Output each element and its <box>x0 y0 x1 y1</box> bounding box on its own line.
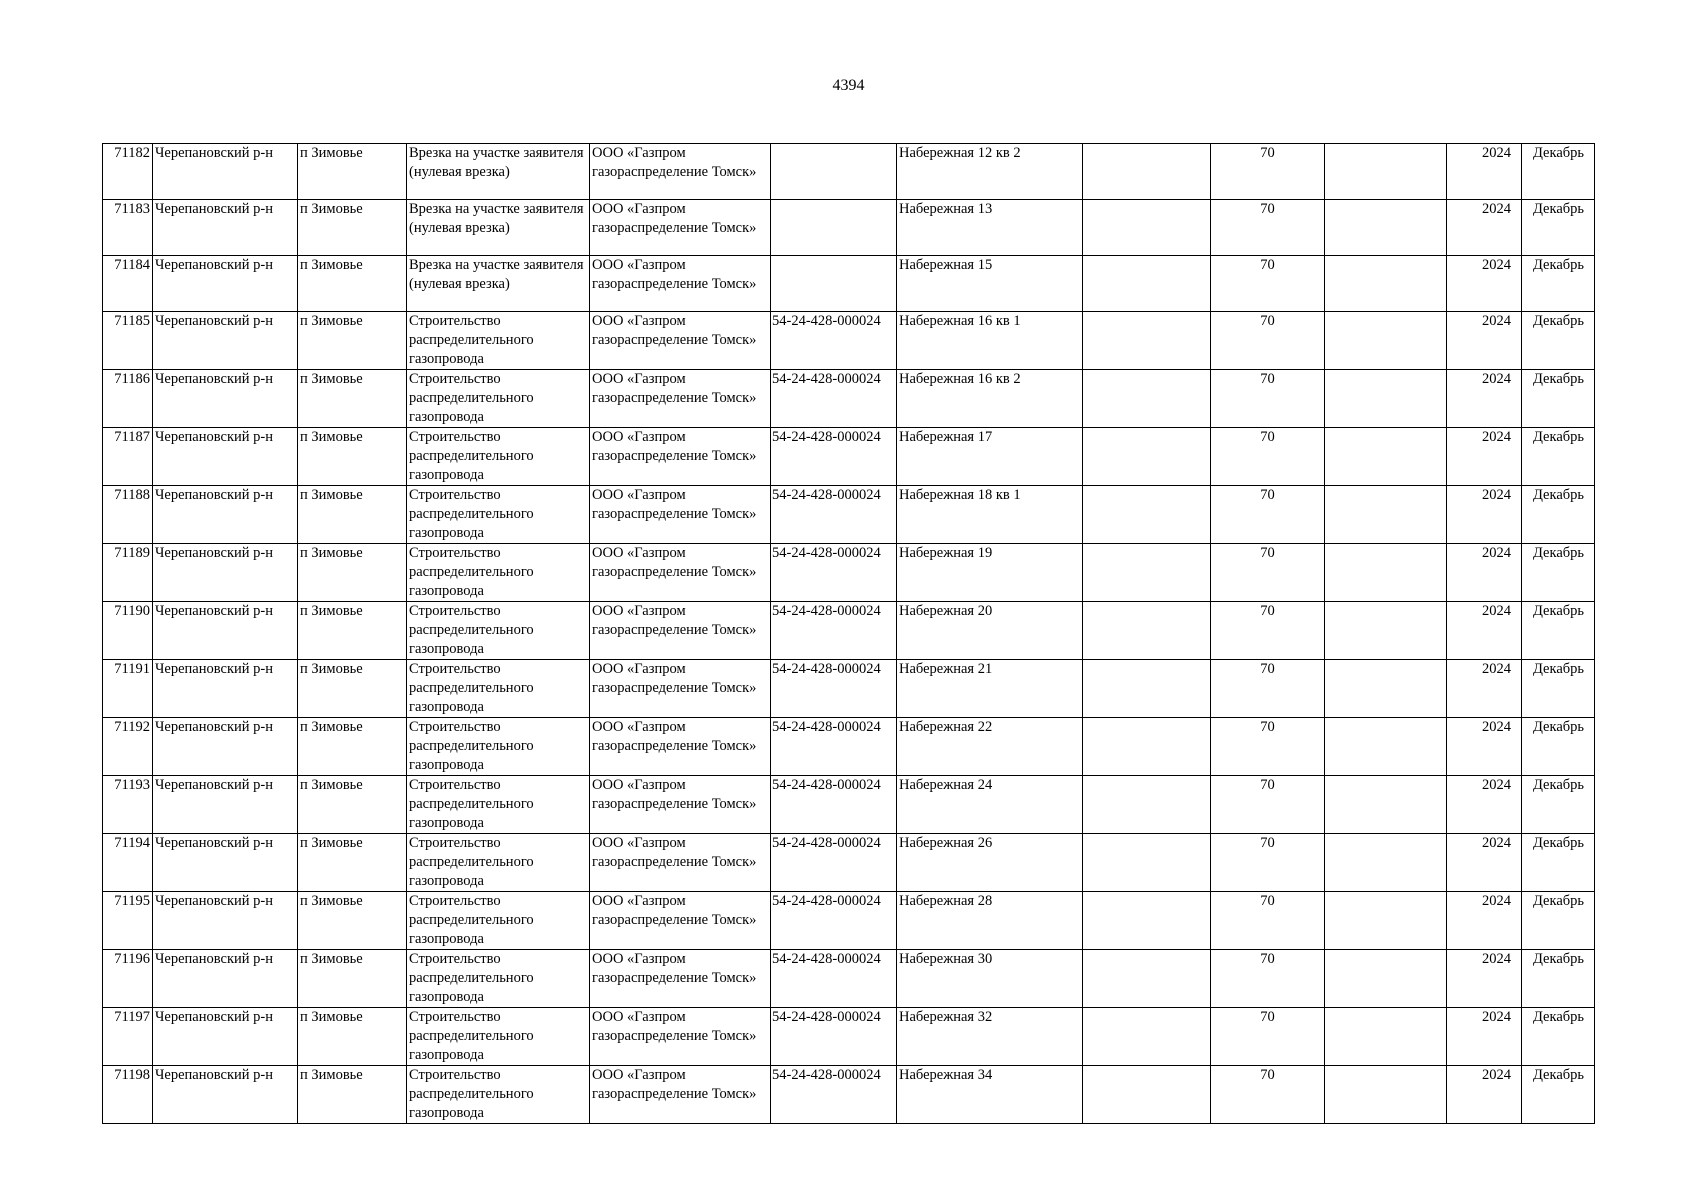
cell-empty <box>1325 370 1447 428</box>
table-row <box>103 256 1595 312</box>
cell-district: Черепановский р-н <box>153 200 298 256</box>
cell-work-type: Строительство распределительного газопровода <box>407 1008 590 1066</box>
cell-id: 71197 <box>103 1008 153 1066</box>
cell-empty <box>1083 892 1211 950</box>
cell-organization: ООО «Газпром газораспределение Томск» <box>590 950 771 1008</box>
cell-address: Набережная 16 кв 2 <box>897 370 1083 428</box>
cell-address: Набережная 21 <box>897 660 1083 718</box>
cell-year: 2024 <box>1447 718 1522 776</box>
cell-month: Декабрь <box>1522 144 1595 200</box>
cell-month: Декабрь <box>1522 834 1595 892</box>
cell-organization: ООО «Газпром газораспределение Томск» <box>590 1008 771 1066</box>
cell-address: Набережная 22 <box>897 718 1083 776</box>
cell-organization: ООО «Газпром газораспределение Томск» <box>590 370 771 428</box>
cell-district: Черепановский р-н <box>153 718 298 776</box>
cell-empty <box>1325 892 1447 950</box>
table-row <box>103 602 1595 660</box>
cell-district: Черепановский р-н <box>153 370 298 428</box>
cell-empty <box>1083 144 1211 200</box>
cell-year: 2024 <box>1447 144 1522 200</box>
cell-cadastral: 54-24-428-000024 <box>771 950 897 1008</box>
table-row <box>103 144 1595 200</box>
cell-work-type: Строительство распределительного газопровода <box>407 370 590 428</box>
table-row <box>103 718 1595 776</box>
cell-locality: п Зимовье <box>298 200 407 256</box>
cell-cadastral: 54-24-428-000024 <box>771 312 897 370</box>
cell-empty <box>1325 718 1447 776</box>
cell-empty <box>1325 660 1447 718</box>
table-row <box>103 1008 1595 1066</box>
cell-address: Набережная 30 <box>897 950 1083 1008</box>
cell-district: Черепановский р-н <box>153 950 298 1008</box>
cell-value: 70 <box>1211 428 1325 486</box>
cell-address: Набережная 17 <box>897 428 1083 486</box>
cell-locality: п Зимовье <box>298 892 407 950</box>
table-row <box>103 776 1595 834</box>
cell-locality: п Зимовье <box>298 144 407 200</box>
cell-locality: п Зимовье <box>298 544 407 602</box>
cell-locality: п Зимовье <box>298 428 407 486</box>
cell-cadastral: 54-24-428-000024 <box>771 428 897 486</box>
cell-month: Декабрь <box>1522 776 1595 834</box>
cell-empty <box>1325 776 1447 834</box>
cell-value: 70 <box>1211 834 1325 892</box>
cell-empty <box>1083 370 1211 428</box>
cell-locality: п Зимовье <box>298 370 407 428</box>
cell-work-type: Строительство распределительного газопровода <box>407 718 590 776</box>
cell-organization: ООО «Газпром газораспределение Томск» <box>590 776 771 834</box>
cell-month: Декабрь <box>1522 486 1595 544</box>
cell-value: 70 <box>1211 602 1325 660</box>
cell-cadastral: 54-24-428-000024 <box>771 1008 897 1066</box>
cell-value: 70 <box>1211 892 1325 950</box>
cell-cadastral: 54-24-428-000024 <box>771 1066 897 1124</box>
cell-organization: ООО «Газпром газораспределение Томск» <box>590 256 771 312</box>
cell-empty <box>1083 312 1211 370</box>
cell-id: 71198 <box>103 1066 153 1124</box>
cell-month: Декабрь <box>1522 602 1595 660</box>
table-row <box>103 200 1595 256</box>
cell-work-type: Строительство распределительного газопровода <box>407 834 590 892</box>
cell-year: 2024 <box>1447 950 1522 1008</box>
cell-id: 71188 <box>103 486 153 544</box>
cell-cadastral: 54-24-428-000024 <box>771 544 897 602</box>
cell-address: Набережная 19 <box>897 544 1083 602</box>
cell-district: Черепановский р-н <box>153 776 298 834</box>
cell-work-type: Строительство распределительного газопровода <box>407 660 590 718</box>
cell-work-type: Строительство распределительного газопровода <box>407 892 590 950</box>
cell-year: 2024 <box>1447 1008 1522 1066</box>
cell-locality: п Зимовье <box>298 486 407 544</box>
cell-value: 70 <box>1211 1066 1325 1124</box>
cell-month: Декабрь <box>1522 1008 1595 1066</box>
cell-address: Набережная 26 <box>897 834 1083 892</box>
cell-empty <box>1325 144 1447 200</box>
cell-id: 71189 <box>103 544 153 602</box>
cell-month: Декабрь <box>1522 718 1595 776</box>
cell-empty <box>1083 718 1211 776</box>
table-row <box>103 486 1595 544</box>
cell-organization: ООО «Газпром газораспределение Томск» <box>590 428 771 486</box>
cell-address: Набережная 12 кв 2 <box>897 144 1083 200</box>
cell-locality: п Зимовье <box>298 312 407 370</box>
cell-district: Черепановский р-н <box>153 892 298 950</box>
cell-value: 70 <box>1211 256 1325 312</box>
cell-id: 71184 <box>103 256 153 312</box>
cell-locality: п Зимовье <box>298 834 407 892</box>
table-row <box>103 950 1595 1008</box>
page-number: 4394 <box>832 77 865 94</box>
table-row <box>103 370 1595 428</box>
cell-empty <box>1325 312 1447 370</box>
cell-district: Черепановский р-н <box>153 312 298 370</box>
cell-id: 71183 <box>103 200 153 256</box>
cell-month: Декабрь <box>1522 660 1595 718</box>
cell-cadastral <box>771 144 897 200</box>
cell-district: Черепановский р-н <box>153 428 298 486</box>
cell-year: 2024 <box>1447 602 1522 660</box>
cell-year: 2024 <box>1447 776 1522 834</box>
cell-organization: ООО «Газпром газораспределение Томск» <box>590 834 771 892</box>
cell-year: 2024 <box>1447 200 1522 256</box>
cell-district: Черепановский р-н <box>153 1066 298 1124</box>
table-row <box>103 312 1595 370</box>
cell-value: 70 <box>1211 776 1325 834</box>
cell-address: Набережная 24 <box>897 776 1083 834</box>
cell-locality: п Зимовье <box>298 718 407 776</box>
cell-organization: ООО «Газпром газораспределение Томск» <box>590 312 771 370</box>
cell-empty <box>1325 544 1447 602</box>
cell-value: 70 <box>1211 950 1325 1008</box>
cell-year: 2024 <box>1447 1066 1522 1124</box>
cell-month: Декабрь <box>1522 892 1595 950</box>
cell-empty <box>1325 486 1447 544</box>
cell-work-type: Строительство распределительного газопровода <box>407 602 590 660</box>
cell-value: 70 <box>1211 544 1325 602</box>
cell-organization: ООО «Газпром газораспределение Томск» <box>590 660 771 718</box>
cell-cadastral: 54-24-428-000024 <box>771 660 897 718</box>
cell-year: 2024 <box>1447 486 1522 544</box>
cell-empty <box>1325 256 1447 312</box>
table-row <box>103 834 1595 892</box>
cell-empty <box>1083 1008 1211 1066</box>
cell-work-type: Строительство распределительного газопровода <box>407 544 590 602</box>
cell-locality: п Зимовье <box>298 660 407 718</box>
cell-locality: п Зимовье <box>298 602 407 660</box>
cell-value: 70 <box>1211 200 1325 256</box>
cell-work-type: Строительство распределительного газопровода <box>407 486 590 544</box>
cell-id: 71193 <box>103 776 153 834</box>
cell-month: Декабрь <box>1522 1066 1595 1124</box>
cell-empty <box>1083 834 1211 892</box>
cell-work-type: Строительство распределительного газопровода <box>407 312 590 370</box>
cell-empty <box>1083 1066 1211 1124</box>
cell-organization: ООО «Газпром газораспределение Томск» <box>590 486 771 544</box>
cell-cadastral: 54-24-428-000024 <box>771 602 897 660</box>
cell-district: Черепановский р-н <box>153 834 298 892</box>
cell-empty <box>1083 544 1211 602</box>
cell-address: Набережная 34 <box>897 1066 1083 1124</box>
cell-district: Черепановский р-н <box>153 1008 298 1066</box>
cell-year: 2024 <box>1447 834 1522 892</box>
cell-month: Декабрь <box>1522 256 1595 312</box>
cell-organization: ООО «Газпром газораспределение Томск» <box>590 1066 771 1124</box>
cell-organization: ООО «Газпром газораспределение Томск» <box>590 544 771 602</box>
cell-empty <box>1325 1066 1447 1124</box>
cell-locality: п Зимовье <box>298 1008 407 1066</box>
cell-empty <box>1083 950 1211 1008</box>
cell-value: 70 <box>1211 144 1325 200</box>
cell-empty <box>1083 660 1211 718</box>
cell-address: Набережная 18 кв 1 <box>897 486 1083 544</box>
cell-work-type: Врезка на участке заявителя (нулевая врезка) <box>407 144 590 200</box>
cell-work-type: Строительство распределительного газопровода <box>407 428 590 486</box>
cell-cadastral: 54-24-428-000024 <box>771 892 897 950</box>
cell-district: Черепановский р-н <box>153 544 298 602</box>
cell-id: 71187 <box>103 428 153 486</box>
cell-locality: п Зимовье <box>298 1066 407 1124</box>
cell-cadastral: 54-24-428-000024 <box>771 486 897 544</box>
cell-address: Набережная 28 <box>897 892 1083 950</box>
cell-empty <box>1083 200 1211 256</box>
cell-district: Черепановский р-н <box>153 256 298 312</box>
cell-year: 2024 <box>1447 544 1522 602</box>
gas-connection-table <box>102 143 1595 1124</box>
cell-locality: п Зимовье <box>298 776 407 834</box>
table-row <box>103 1066 1595 1124</box>
cell-organization: ООО «Газпром газораспределение Томск» <box>590 892 771 950</box>
cell-year: 2024 <box>1447 256 1522 312</box>
cell-district: Черепановский р-н <box>153 486 298 544</box>
cell-value: 70 <box>1211 486 1325 544</box>
cell-empty <box>1325 602 1447 660</box>
cell-district: Черепановский р-н <box>153 602 298 660</box>
cell-empty <box>1083 486 1211 544</box>
cell-id: 71185 <box>103 312 153 370</box>
cell-locality: п Зимовье <box>298 950 407 1008</box>
cell-year: 2024 <box>1447 428 1522 486</box>
cell-year: 2024 <box>1447 660 1522 718</box>
cell-id: 71192 <box>103 718 153 776</box>
cell-id: 71190 <box>103 602 153 660</box>
cell-address: Набережная 16 кв 1 <box>897 312 1083 370</box>
cell-work-type: Строительство распределительного газопровода <box>407 950 590 1008</box>
cell-empty <box>1083 428 1211 486</box>
cell-id: 71195 <box>103 892 153 950</box>
cell-cadastral: 54-24-428-000024 <box>771 370 897 428</box>
cell-district: Черепановский р-н <box>153 660 298 718</box>
cell-month: Декабрь <box>1522 428 1595 486</box>
cell-id: 71196 <box>103 950 153 1008</box>
cell-month: Декабрь <box>1522 950 1595 1008</box>
cell-address: Набережная 32 <box>897 1008 1083 1066</box>
cell-value: 70 <box>1211 370 1325 428</box>
cell-work-type: Строительство распределительного газопровода <box>407 776 590 834</box>
cell-work-type: Врезка на участке заявителя (нулевая врезка) <box>407 256 590 312</box>
table-row <box>103 544 1595 602</box>
cell-month: Декабрь <box>1522 312 1595 370</box>
cell-organization: ООО «Газпром газораспределение Томск» <box>590 200 771 256</box>
cell-cadastral: 54-24-428-000024 <box>771 776 897 834</box>
cell-empty <box>1325 1008 1447 1066</box>
cell-work-type: Строительство распределительного газопровода <box>407 1066 590 1124</box>
cell-cadastral <box>771 200 897 256</box>
cell-organization: ООО «Газпром газораспределение Томск» <box>590 602 771 660</box>
cell-cadastral: 54-24-428-000024 <box>771 834 897 892</box>
table-row <box>103 660 1595 718</box>
table-body <box>103 144 1595 1124</box>
cell-id: 71191 <box>103 660 153 718</box>
cell-empty <box>1325 834 1447 892</box>
cell-district: Черепановский р-н <box>153 144 298 200</box>
cell-month: Декабрь <box>1522 200 1595 256</box>
cell-cadastral: 54-24-428-000024 <box>771 718 897 776</box>
cell-empty <box>1325 200 1447 256</box>
cell-organization: ООО «Газпром газораспределение Томск» <box>590 144 771 200</box>
cell-empty <box>1083 602 1211 660</box>
table-row <box>103 428 1595 486</box>
cell-id: 71186 <box>103 370 153 428</box>
cell-month: Декабрь <box>1522 370 1595 428</box>
cell-id: 71194 <box>103 834 153 892</box>
cell-empty <box>1325 428 1447 486</box>
cell-empty <box>1325 950 1447 1008</box>
cell-address: Набережная 13 <box>897 200 1083 256</box>
cell-year: 2024 <box>1447 370 1522 428</box>
cell-empty <box>1083 256 1211 312</box>
cell-work-type: Врезка на участке заявителя (нулевая врезка) <box>407 200 590 256</box>
cell-organization: ООО «Газпром газораспределение Томск» <box>590 718 771 776</box>
cell-year: 2024 <box>1447 892 1522 950</box>
cell-value: 70 <box>1211 312 1325 370</box>
cell-year: 2024 <box>1447 312 1522 370</box>
cell-month: Декабрь <box>1522 544 1595 602</box>
cell-cadastral <box>771 256 897 312</box>
cell-locality: п Зимовье <box>298 256 407 312</box>
cell-value: 70 <box>1211 1008 1325 1066</box>
cell-empty <box>1083 776 1211 834</box>
cell-value: 70 <box>1211 718 1325 776</box>
cell-value: 70 <box>1211 660 1325 718</box>
table-row <box>103 892 1595 950</box>
cell-address: Набережная 20 <box>897 602 1083 660</box>
cell-id: 71182 <box>103 144 153 200</box>
cell-address: Набережная 15 <box>897 256 1083 312</box>
